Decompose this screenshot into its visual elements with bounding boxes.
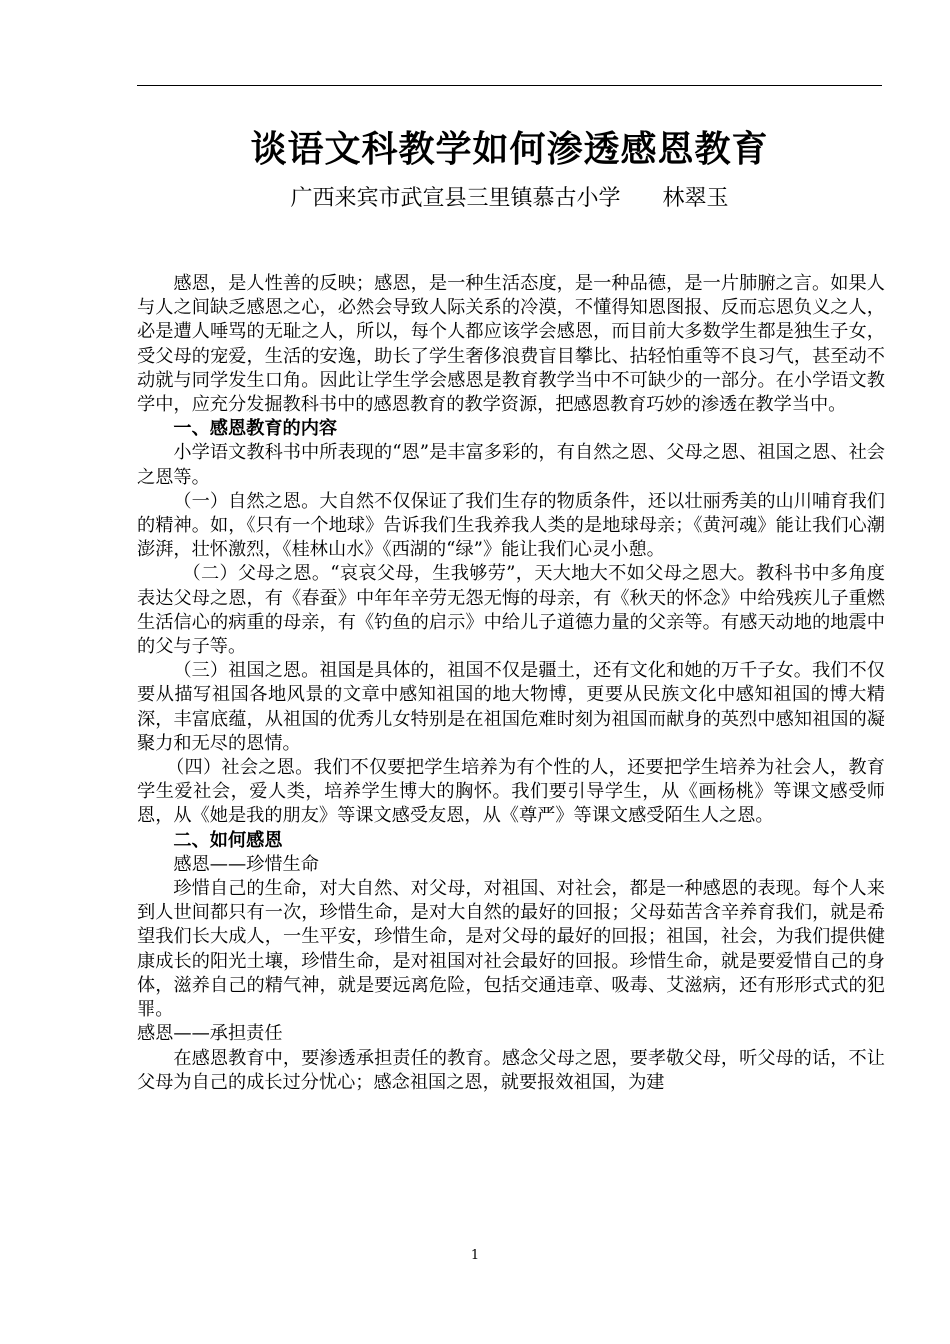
paragraph: 感恩，是人性善的反映；感恩，是一种生活态度，是一种品德，是一片肺腑之言。如果人与人之间缺乏感恩之心，必然会导致人际关系的冷漠，不懂得知恩图报、反而忘恩负义之人，必是遭人唾骂的无耻之人，所以，每个人都应该学会感恩，而目前大多数学生都是独生子女，受父母的宠爱，生活的安逸，助长了学生奢侈浪费盲目攀比、拈轻怕重等不良习气，甚至动不动就与同学发生口角。因此让学生学会感恩是教育教学当中不可缺少的一部分。在小学语文教学中，应充分发掘教科书中的感恩教育的教学资源，把感恩教育巧妙的渗透在教学当中。 [137,273,885,416]
paragraph: 珍惜自己的生命，对大自然、对父母，对祖国、对社会，都是一种感恩的表现。每个人来到人世间都只有一次，珍惜生命，是对大自然的最好的回报；父母茹苦含辛养育我们，就是希望我们长大成人，一生平安，珍惜生命，是对父母的最好的回报；祖国，社会，为我们提供健康成长的阳光土壤，珍惜生命，是对祖国对社会最好的回报。珍惜生命，就是要爱惜自己的身体，滋养自己的精气神，就是要远离危险，包括交通违章、吸毒、艾滋病，还有形形式式的犯罪。 [137,878,885,1021]
header-rule [137,85,882,86]
paragraph: （一）自然之恩。大自然不仅保证了我们生存的物质条件，还以壮丽秀美的山川哺育我们的精神。如，《只有一个地球》告诉我们生我养我人类的是地球母亲；《黄河魂》能让我们心潮澎湃，壮怀激烈，《桂林山水》《西湖的“绿”》能让我们心灵小憩。 [137,490,885,561]
document-title: 谈语文科教学如何渗透感恩教育 [250,129,769,170]
subsection-heading: 感恩——珍惜生命 [173,853,319,875]
subsection-heading: 感恩——承担责任 [137,1023,283,1045]
author-name: 林翠玉 [662,186,729,211]
paragraph: 小学语文教科书中所表现的“恩”是丰富多彩的，有自然之恩、父母之恩、祖国之恩、社会之恩等。 [137,442,885,488]
paragraph: （三）祖国之恩。祖国是具体的，祖国不仅是疆土，还有文化和她的万千子女。我们不仅要从描写祖国各地风景的文章中感知祖国的地大物博，更要从民族文化中感知祖国的博大精深，丰富底蕴，从祖国的优秀儿女特别是在祖国危难时刻为祖国而献身的英烈中感知祖国的凝聚力和无尽的恩情。 [137,660,885,754]
author-school: 广西来宾市武宣县三里镇慕古小学 [290,186,621,211]
paragraph: 在感恩教育中，要渗透承担责任的教育。感念父母之恩，要孝敬父母，听父母的话，不让父母为自己的成长过分忧心；感念祖国之恩，就要报效祖国，为建 [137,1047,885,1093]
page-number: 1 [470,1248,480,1263]
section-heading: 二、如何感恩 [173,829,283,851]
paragraph: （二）父母之恩。“哀哀父母，生我够劳”，天大地大不如父母之恩大。教科书中多角度表达父母之恩，有《春蚕》中年年辛劳无怨无悔的母亲，有《秋天的怀念》中给残疾儿子重燃生活信心的病重的母亲，有《钓鱼的启示》中给儿子道德力量的父亲等。有感天动地的地震中的父与子等。 [137,563,885,658]
paragraph: （四）社会之恩。我们不仅要把学生培养为有个性的人，还要把学生培养为社会人，教育学生爱社会，爱人类，培养学生博大的胸怀。我们要引导学生，从《画杨桃》等课文感受师恩，从《她是我的朋友》等课文感受友恩，从《尊严》等课文感受陌生人之恩。 [137,757,885,827]
document-body [137,272,885,1095]
section-heading: 一、感恩教育的内容 [173,418,338,440]
author-line [137,182,882,216]
